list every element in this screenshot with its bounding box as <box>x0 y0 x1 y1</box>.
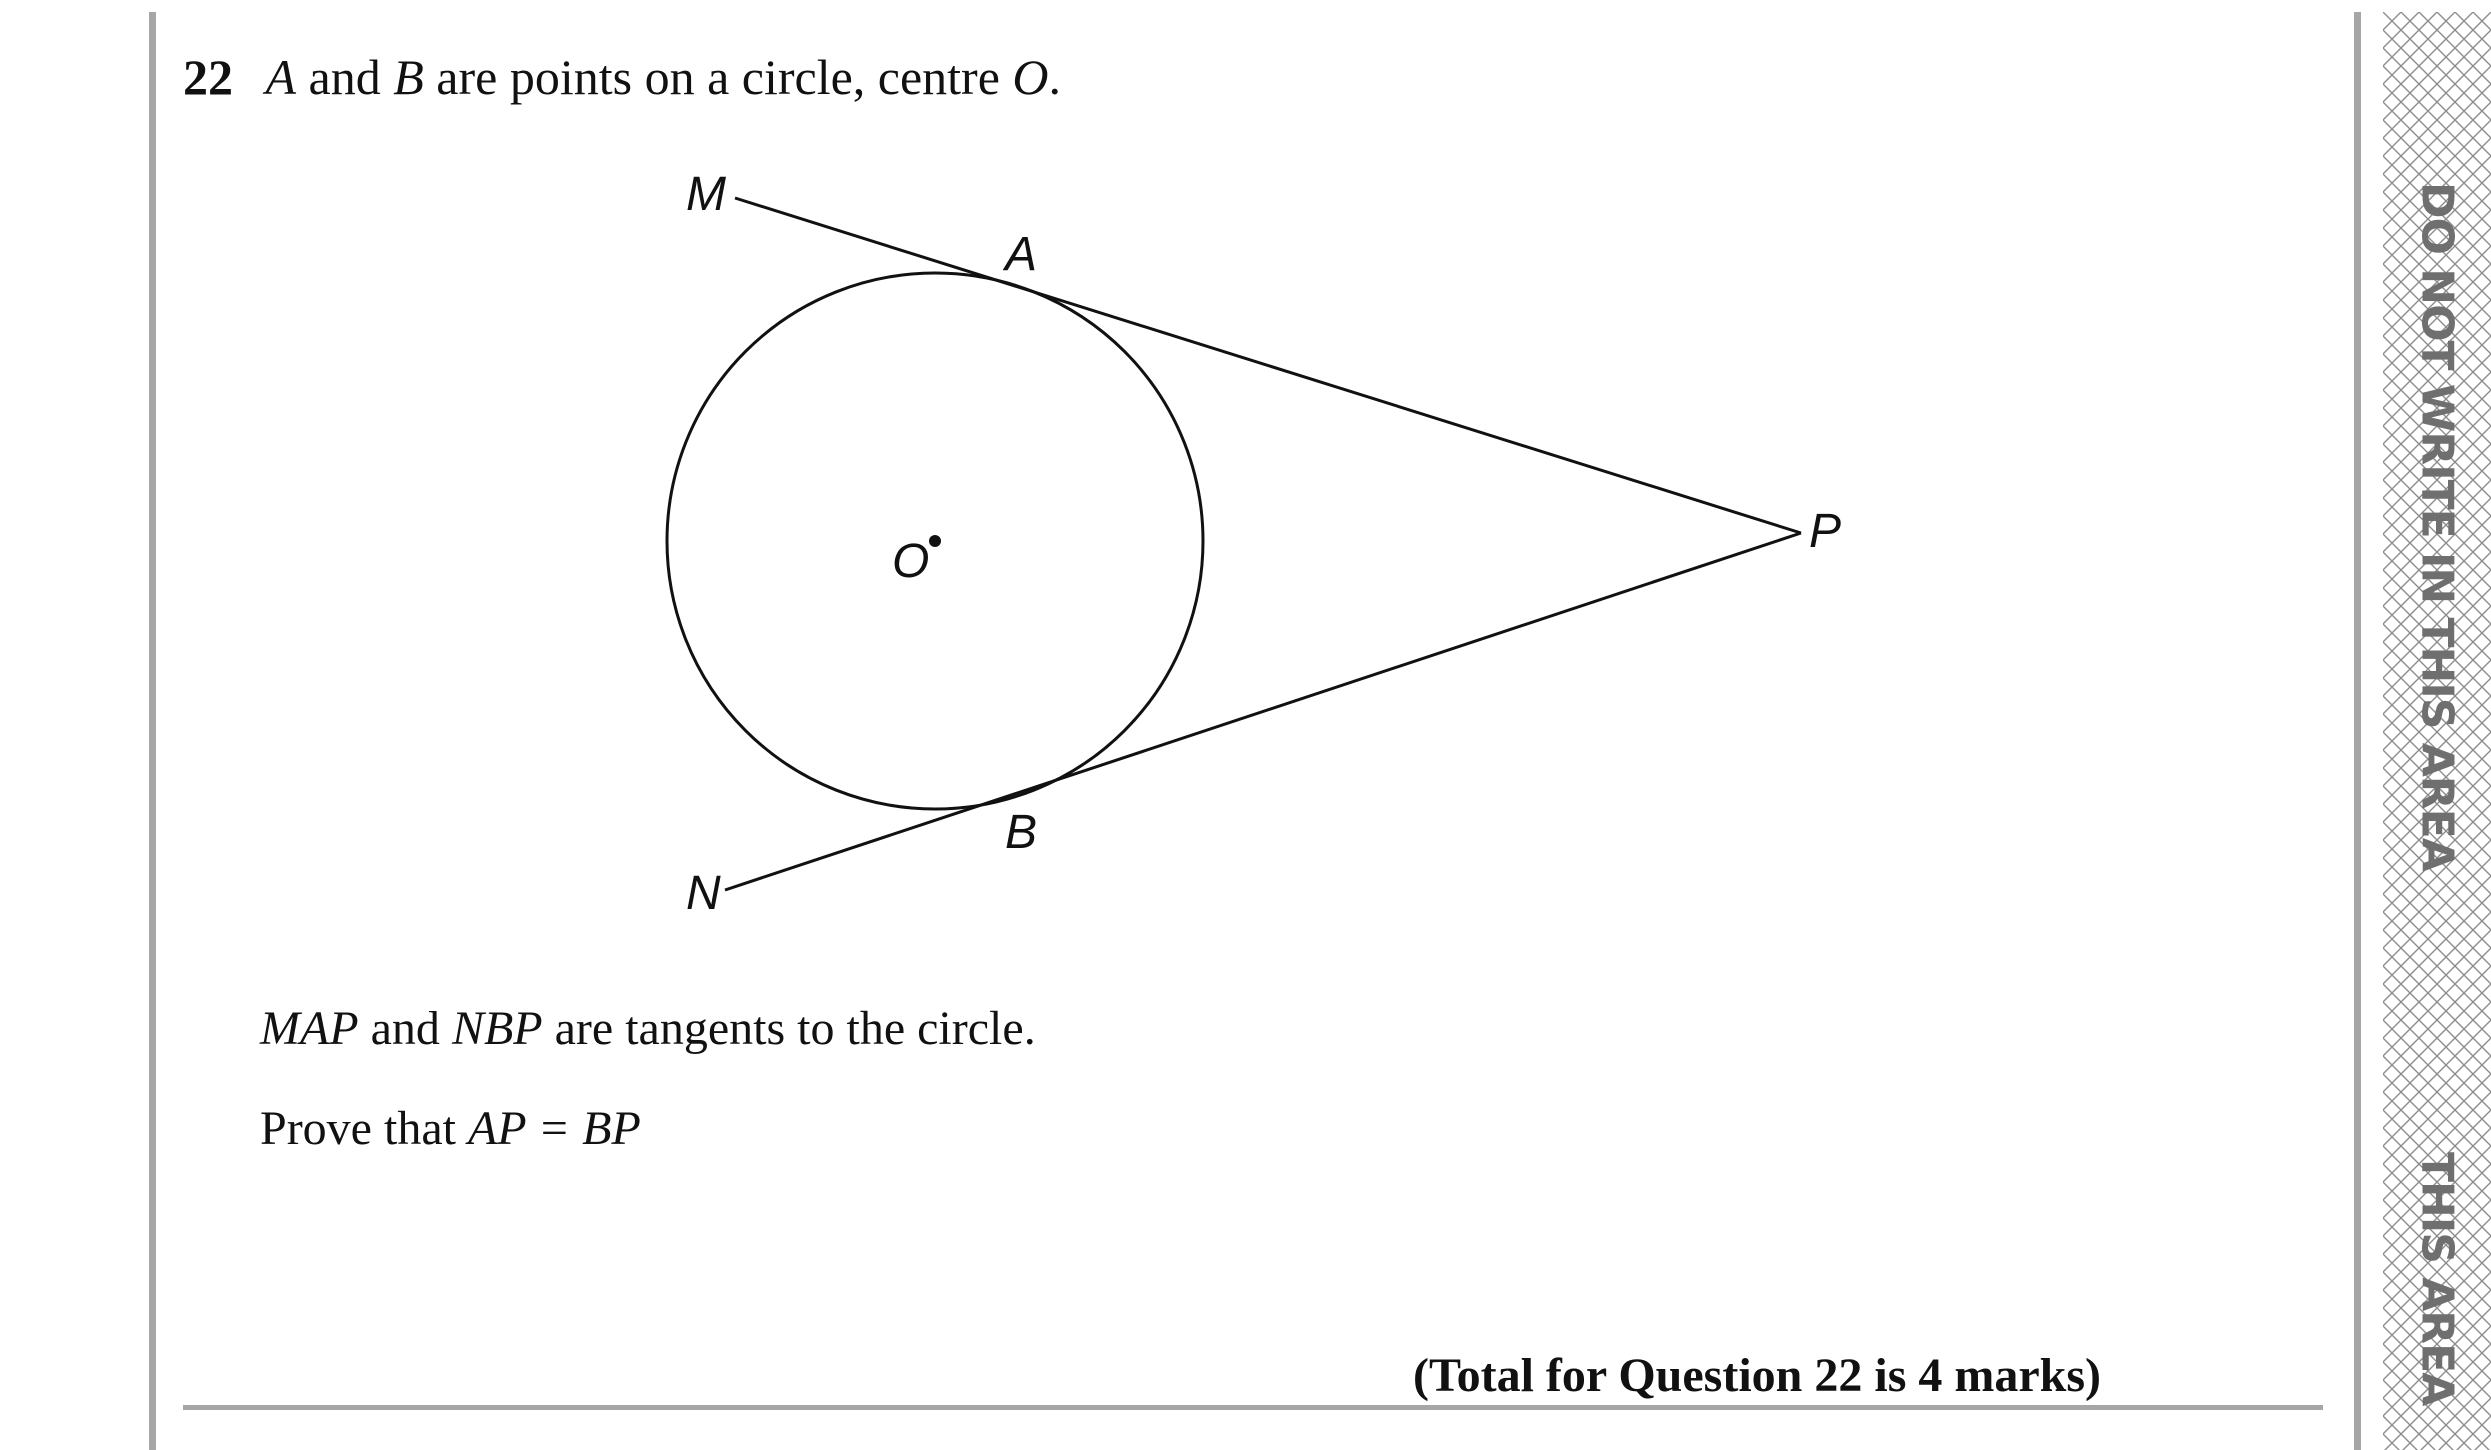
label-m: M <box>686 168 726 221</box>
label-b: B <box>1005 806 1038 859</box>
total-marks: (Total for Question 22 is 4 marks) <box>1413 1349 2102 1402</box>
margin-warning-text-partial: THIS AREA <box>2411 1152 2463 1406</box>
header-part-o: O <box>1012 49 1049 105</box>
question-number: 22 <box>183 49 233 105</box>
header-part-text: are points on a circle, centre <box>423 49 1013 105</box>
label-p: P <box>1809 505 1842 558</box>
line2-text: Prove that <box>260 1102 468 1155</box>
prove-instruction <box>260 1102 641 1155</box>
line1-and: and <box>358 1002 452 1055</box>
label-o: O <box>892 535 930 588</box>
tangent-statement <box>260 1002 1036 1055</box>
centre-point <box>929 535 941 547</box>
header-part-period: . <box>1048 49 1062 105</box>
header-part-b: B <box>393 49 424 105</box>
label-a: A <box>1005 228 1038 281</box>
header-part-and: and <box>296 49 394 105</box>
line1-nbp: NBP <box>451 1002 543 1055</box>
tangent-line-map <box>735 198 1801 533</box>
margin-warning-text: DO NOT WRITE IN THIS AREA <box>2411 182 2463 871</box>
line1-map: MAP <box>260 1002 359 1055</box>
line2-equation: AP = BP <box>467 1102 641 1155</box>
header-part-a: A <box>265 49 297 105</box>
tangent-line-nbp <box>725 533 1801 890</box>
bottom-rule <box>183 1405 2323 1410</box>
label-n: N <box>686 867 721 920</box>
line1-text: are tangents to the circle. <box>542 1002 1036 1055</box>
